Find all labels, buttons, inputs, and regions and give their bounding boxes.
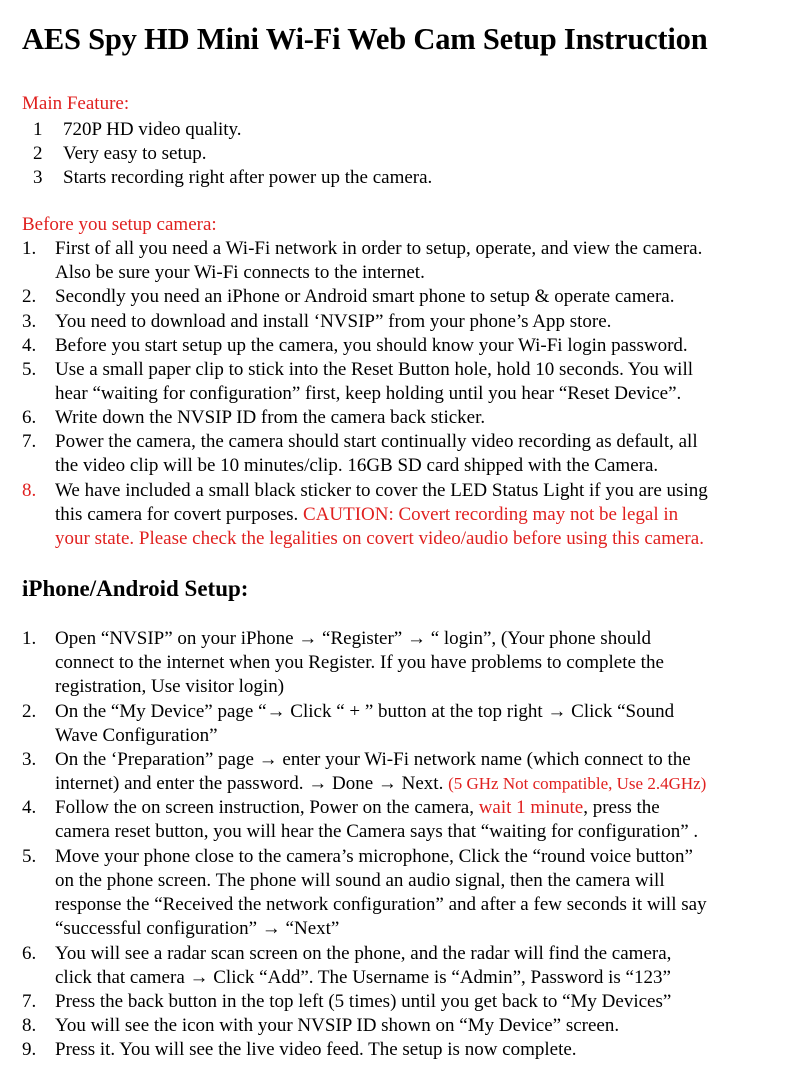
step-text-line [55,503,678,527]
step-number: 3. [22,311,37,332]
step-text: On the ‘Preparation” page → enter your Wi-Fi network name (which connect to the [55,749,691,770]
feature-number: 3 [33,167,43,188]
step-text: Move your phone close to the camera’s microphone, Click the “round voice button” [55,846,693,867]
step-text: registration, Use visitor login) [55,676,285,697]
step-number: 8. [22,1015,37,1036]
step-text: connect to the internet when you Register. If you have problems to complete the [55,652,664,673]
step-text: On the “My Device” page “→ Click “ + ” button at the top right → Click “Sound [55,701,675,722]
step-text: this camera for covert purposes. [55,504,303,525]
step-number: 3. [22,749,37,770]
step-text: Before you start setup up the camera, you should know your Wi-Fi login password. [55,335,688,356]
step-text: internet) and enter the password. → Done → Next. [55,773,449,794]
setup-heading: iPhone/Android Setup: [22,576,249,601]
caution-text: your state. Please check the legalities on covert video/audio before using this camera. [55,528,704,549]
page-title: AES Spy HD Mini Wi-Fi Web Cam Setup Instruction [22,22,708,56]
step-text: You need to download and install ‘NVSIP” from your phone’s App store. [55,311,612,332]
feature-item: Very easy to setup. [63,143,207,164]
step-number: 6. [22,407,37,428]
wait-note: wait 1 minute [478,797,584,818]
compatibility-note: (5 GHz Not compatible, Use 2.4GHz) [448,774,707,793]
before-setup-heading: Before you setup camera: [22,214,217,235]
step-text: the video clip will be 10 minutes/clip. 16GB SD card shipped with the Camera. [55,455,659,476]
step-text: Secondly you need an iPhone or Android smart phone to setup & operate camera. [55,286,675,307]
step-number: 2. [22,701,37,722]
step-text: on the phone screen. The phone will sound an audio signal, then the camera will [55,870,665,891]
caution-text: CAUTION: Covert recording may not be legal in [302,504,679,525]
feature-number: 2 [33,143,43,164]
step-number: 7. [22,431,37,452]
step-number: 1. [22,628,37,649]
step-text: click that camera → Click “Add”. The Username is “Admin”, Password is “123” [55,967,671,988]
step-number: 4. [22,335,37,356]
step-text: Write down the NVSIP ID from the camera back sticker. [55,407,486,428]
step-number: 4. [22,797,37,818]
step-text: Also be sure your Wi-Fi connects to the internet. [55,262,425,283]
feature-number: 1 [33,119,43,140]
step-text: hear “waiting for configuration” first, keep holding until you hear “Reset Device”. [55,383,682,404]
step-number: 8. [22,480,37,501]
step-text: First of all you need a Wi-Fi network in order to setup, operate, and view the camera. [55,238,703,259]
step-text: We have included a small black sticker to cover the LED Status Light if you are using [55,480,708,501]
step-text: response the “Received the network configuration” and after a few seconds it will say [55,894,707,915]
step-text: Press the back button in the top left (5 times) until you get back to “My Devices” [55,991,672,1012]
step-text: camera reset button, you will hear the Camera says that “waiting for configuration” . [55,821,699,842]
step-text: Open “NVSIP” on your iPhone → “Register” → “ login”, (Your phone should [55,628,651,649]
step-text: Press it. You will see the live video feed. The setup is now complete. [55,1039,577,1060]
step-text: Power the camera, the camera should start continually video recording as default, all [55,431,698,452]
feature-item: Starts recording right after power up the camera. [63,167,433,188]
step-number: 6. [22,943,37,964]
step-text: Follow the on screen instruction, Power on the camera, [55,797,479,818]
step-number: 2. [22,286,37,307]
step-number: 9. [22,1039,37,1060]
step-text: Use a small paper clip to stick into the Reset Button hole, hold 10 seconds. You will [55,359,694,380]
step-text: , press the [583,797,660,818]
main-feature-heading: Main Feature: [22,93,130,114]
step-text: You will see a radar scan screen on the phone, and the radar will find the camera, [55,943,672,964]
step-number: 5. [22,846,37,867]
feature-item: 720P HD video quality. [63,119,242,140]
step-text: “successful configuration” → “Next” [55,918,340,939]
step-text-line [55,772,706,796]
step-text: Wave Configuration” [55,725,218,746]
step-text-line [55,796,660,820]
step-text: You will see the icon with your NVSIP ID shown on “My Device” screen. [55,1015,620,1036]
step-number: 1. [22,238,37,259]
step-number: 5. [22,359,37,380]
step-number: 7. [22,991,37,1012]
